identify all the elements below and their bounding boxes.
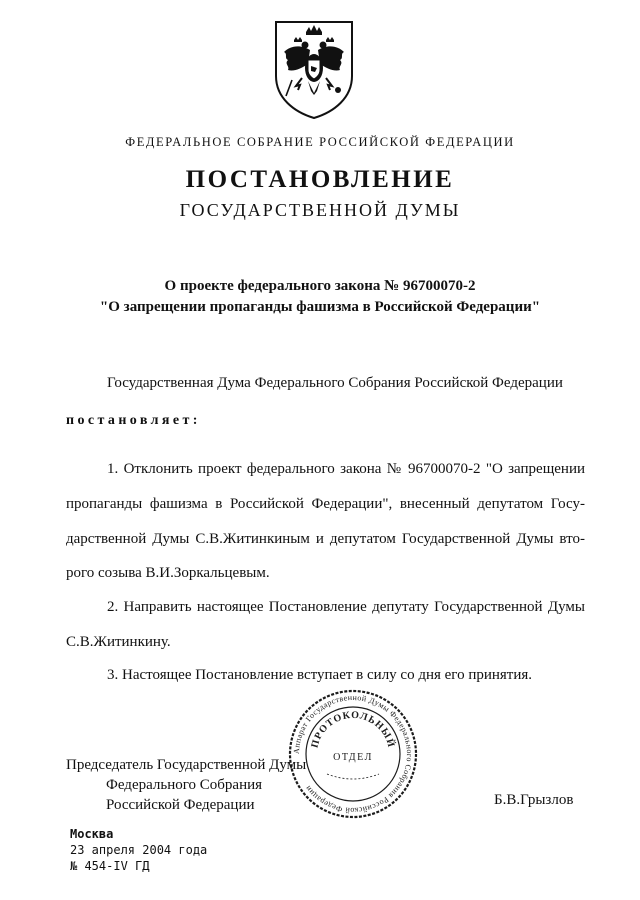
organization-heading: ФЕДЕРАЛЬНОЕ СОБРАНИЕ РОССИЙСКОЙ ФЕДЕРАЦИИ (125, 135, 515, 149)
document-body-subtitle: ГОСУДАРСТВЕННОЙ ДУМЫ (179, 200, 461, 220)
signatory-name: Б.В.Грызлов (494, 792, 574, 808)
signing-date: 23 апреля 2004 года (70, 843, 208, 857)
svg-text:ПРОТОКОЛЬНЫЙ (309, 710, 397, 749)
stamp-center-text: ОТДЕЛ (333, 752, 373, 763)
item-2-line: С.В.Житинкину. (66, 634, 171, 650)
resolves-keyword: постановляет: (66, 413, 201, 428)
item-1-line: пропаганды фашизма в Российской Федерации", внесенный депутатом Госу- (66, 496, 585, 512)
item-2-line: 2. Направить настоящее Постановление депутату Государственной Думы (107, 599, 585, 615)
protocol-department-stamp (287, 688, 419, 820)
signatory-title-line: Федерального Собрания (106, 777, 263, 793)
signatory-title-line: Председатель Государственной Думы (66, 757, 307, 773)
resolution-subject (60, 276, 580, 318)
signatory-title (66, 755, 306, 815)
item-1-line: 1. Отклонить проект федерального закона № 96700070-2 "О запрещении (107, 461, 585, 477)
document-number: № 454-IV ГД (70, 859, 150, 873)
preamble-text: Государственная Дума Федерального Собрания Российской Федерации (107, 375, 563, 391)
document-type-title: ПОСТАНОВЛЕНИЕ (185, 166, 455, 193)
document-registration-block (70, 826, 207, 874)
stamp-top-text: ПРОТОКОЛЬНЫЙ (309, 709, 397, 750)
coat-of-arms-emblem-icon (272, 18, 356, 122)
subject-line: "О запрещении пропаганды фашизма в Российской Федерации" (99, 299, 541, 315)
place-of-signing: Москва (70, 827, 114, 841)
item-1-line: дарственной Думы С.В.Житинкиным и депутатом Государственной Думы вто- (66, 531, 585, 547)
signatory-title-line: Российской Федерации (106, 797, 255, 813)
item-1-line: рого созыва В.И.Зоркальцевым. (66, 565, 270, 581)
subject-line: О проекте федерального закона № 96700070-2 (164, 278, 476, 294)
stamp-ring-text: Аппарат Государственной Думы Федерального Собрания Российской Федерации (291, 692, 415, 816)
item-3-line: 3. Настоящее Постановление вступает в силу со дня его принятия. (107, 667, 533, 683)
